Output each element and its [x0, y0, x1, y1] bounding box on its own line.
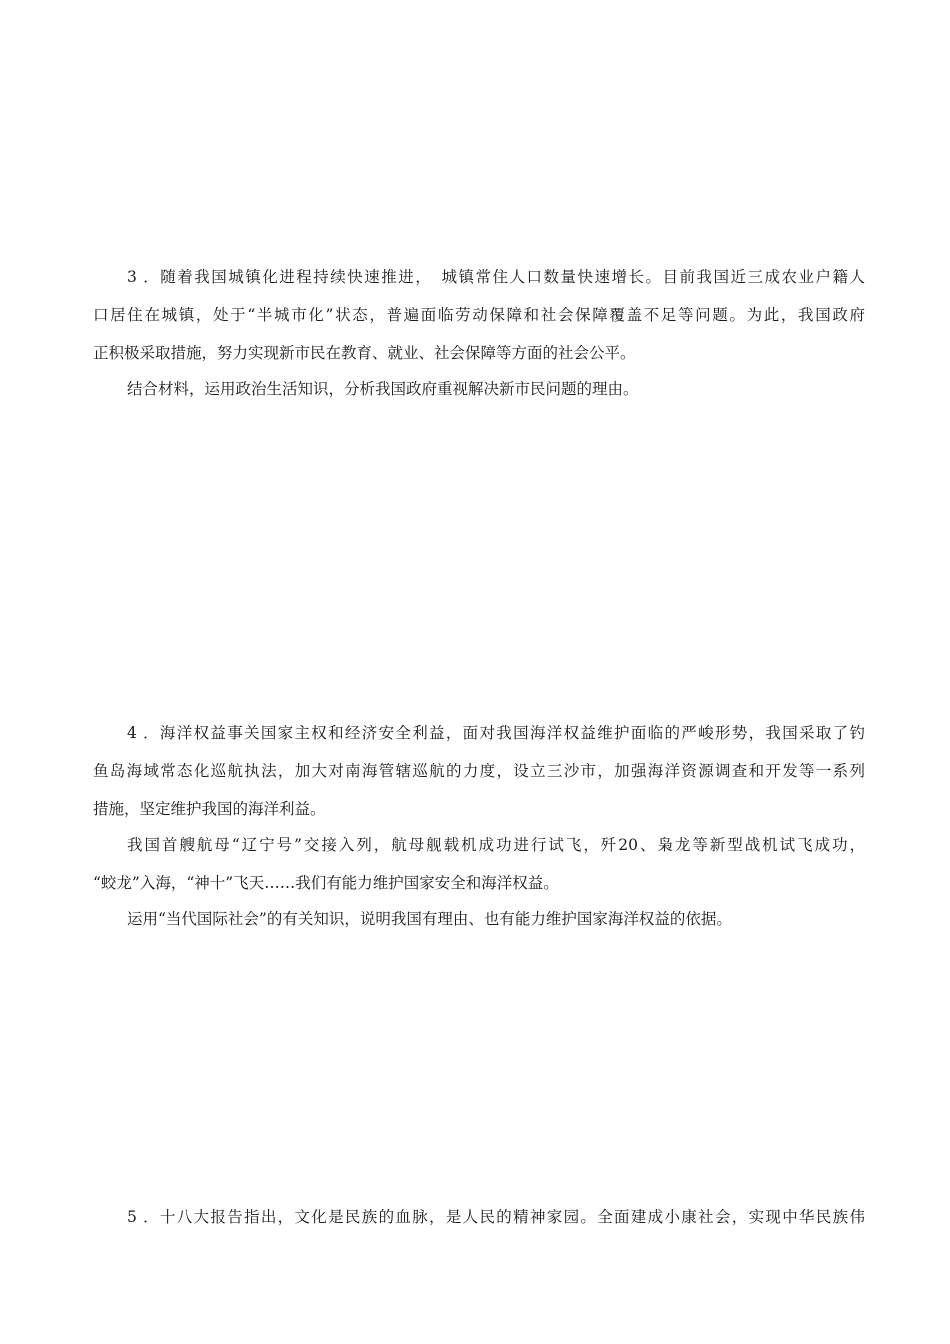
q3-line-4: 结合材料，运用政治生活知识，分析我国政府重视解决新市民问题的理由。 [127, 380, 639, 398]
q4-line-6: 运用“当代国际社会”的有关知识，说明我国有理由、也有能力维护国家海洋权益的依据。 [127, 910, 732, 928]
q4-line-1: 4 ．海洋权益事关国家主权和经济安全利益，面对我国海洋权益维护面临的严峻形势，我国采取了钓 [127, 724, 865, 742]
q4-line-4: 我国首艘航母“辽宁号”交接入列，航母舰载机成功进行试飞，歼20、枭龙等新型战机试飞成功， [127, 836, 865, 854]
q4-line-2: 鱼岛海域常态化巡航执法，加大对南海管辖巡航的力度，设立三沙市，加强海洋资源调查和开发等一系列 [93, 762, 865, 780]
q3-line-1: 3 ．随着我国城镇化进程持续快速推进， 城镇常住人口数量快速增长。目前我国近三成农业户籍人 [127, 268, 865, 286]
q4-line-5: “蛟龙”入海，“神十”飞天……我们有能力维护国家安全和海洋权益。 [93, 874, 559, 892]
q5-line-1: 5 ．十八大报告指出，文化是民族的血脉，是人民的精神家园。全面建成小康社会，实现中华民族伟 [127, 1208, 865, 1226]
q3-line-3: 正积极采取措施，努力实现新市民在教育、就业、社会保障等方面的社会公平。 [93, 344, 636, 362]
q3-line-2: 口居住在城镇，处于“半城市化”状态，普遍面临劳动保障和社会保障覆盖不足等问题。为此，我国政府 [93, 306, 865, 324]
q4-line-3: 措施，坚定维护我国的海洋利益。 [93, 800, 326, 818]
